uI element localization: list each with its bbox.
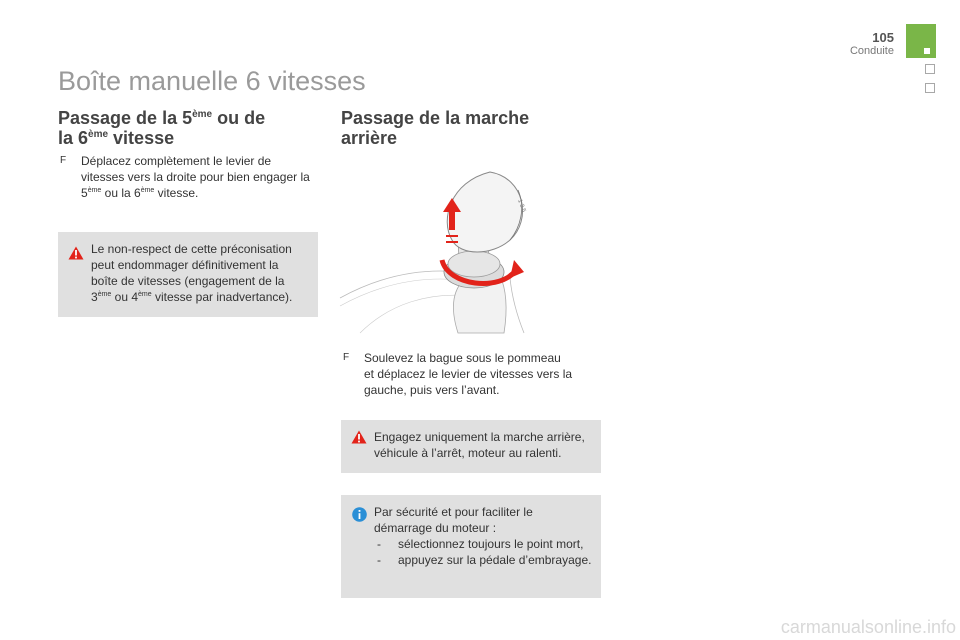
instruction-text: Déplacez complètement le levier de vitesses vers la droite pour bien engager la 5ème ou la 6ème vitesse. (81, 154, 310, 200)
section-heading-reverse: Passage de la marche arrière (341, 108, 530, 148)
warning-icon (351, 430, 367, 444)
watermark: carmanualsonline.info (780, 617, 956, 637)
list-item: - appuyez sur la pédale d’embrayage. (374, 552, 595, 568)
section-label: Conduite (849, 45, 894, 57)
section-tab-empty (925, 83, 935, 93)
section-tab-empty (925, 64, 935, 74)
page-number: 105 (872, 30, 894, 45)
info-icon (352, 507, 367, 522)
section-heading-5-6: Passage de la 5ème ou de la 6ème vitesse (58, 108, 266, 148)
warning-text: Le non-respect de cette préconisation peut endommager définitivement la boîte de vitesses (engagement de la 3ème ou 4ème vitesse par inadvertance). (91, 242, 293, 304)
info-list (374, 536, 595, 568)
warning-callout-gear (58, 232, 318, 317)
bullet-mark: F (343, 352, 350, 363)
page-title: Boîte manuelle 6 vitesses (58, 66, 366, 96)
info-callout (341, 495, 601, 598)
instruction-reverse (343, 350, 603, 400)
bullet-mark: F (60, 155, 67, 166)
info-text: Par sécurité et pour faciliter le démarrage du moteur : - sélectionnez toujours le point mort, - appuyez sur la pédale d’embrayage. (374, 504, 595, 568)
gear-lever-illustration (340, 168, 525, 333)
warning-callout-reverse (341, 420, 601, 473)
section-tab (906, 24, 936, 58)
svg-text:1 3 5: 1 3 5 (516, 198, 527, 214)
instruction-text: Soulevez la bague sous le pommeau et déplacez le levier de vitesses vers la gauche, puis vers l’avant. (364, 351, 573, 397)
tab-marker (924, 48, 930, 54)
instruction-5-6 (60, 153, 330, 203)
warning-text: Engagez uniquement la marche arrière, véhicule à l’arrêt, moteur au ralenti. (374, 430, 585, 460)
warning-icon (68, 246, 84, 260)
list-item: - sélectionnez toujours le point mort, (374, 536, 595, 552)
